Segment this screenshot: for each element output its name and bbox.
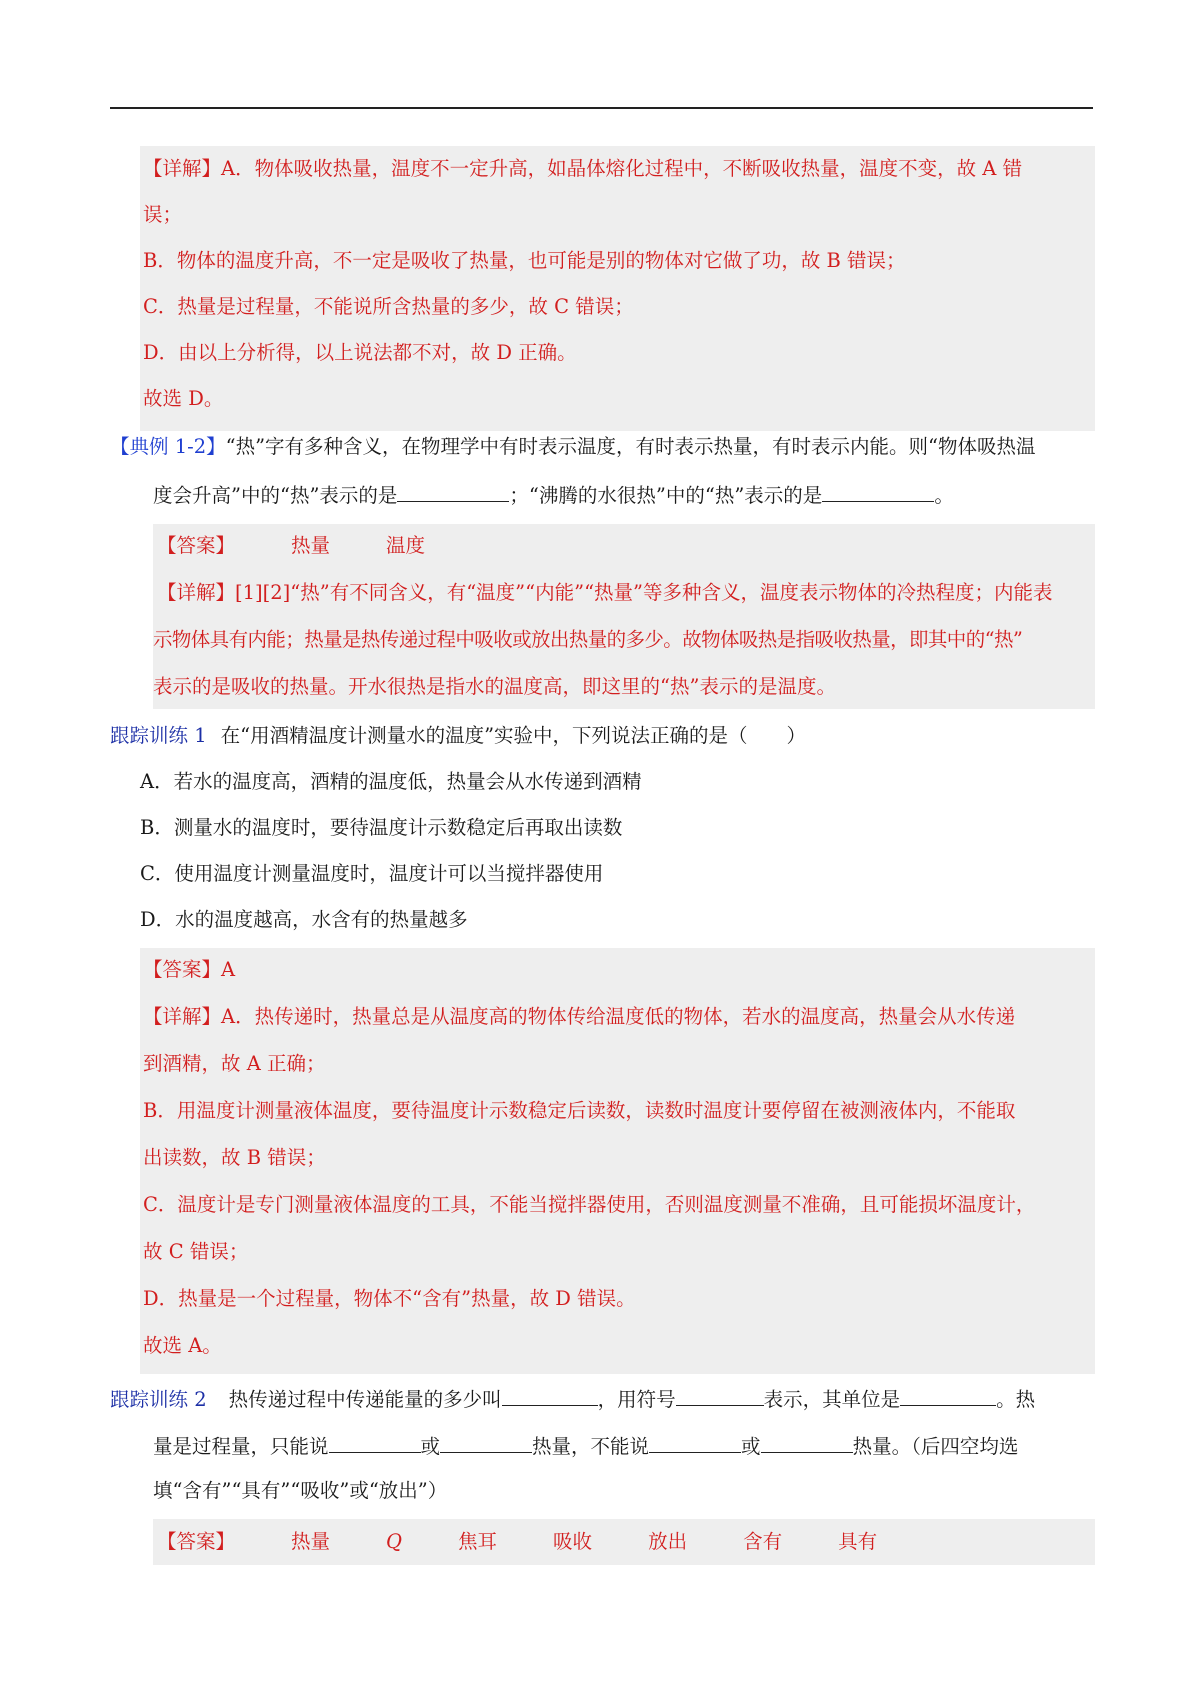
example-question-line2 xyxy=(153,479,954,510)
answer-line xyxy=(157,532,425,560)
answer-value: 含有 xyxy=(743,1530,783,1553)
answer-line xyxy=(157,1528,877,1556)
detail-line: C．温度计是专门测量液体温度的工具，不能当搅拌器使用，否则温度测量不准确，且可能损坏温度计， xyxy=(143,1193,1036,1216)
detail-line: 出读数，故 B 错误； xyxy=(143,1146,326,1169)
drill-text: 。热 xyxy=(996,1388,1036,1411)
drill-tag: 跟踪训练 2 xyxy=(110,1388,207,1411)
blank xyxy=(329,1430,421,1453)
example-question xyxy=(110,433,1036,461)
answer-line xyxy=(143,956,235,984)
answer-value: Q xyxy=(386,1530,403,1553)
drill-text: 或 xyxy=(420,1435,441,1458)
answer-value: 焦耳 xyxy=(458,1530,498,1553)
option-d: D．水的温度越高，水含有的热量越多 xyxy=(140,908,468,931)
blank xyxy=(440,1430,532,1453)
detail-line xyxy=(143,1003,1015,1031)
detail-line: 故选 D。 xyxy=(143,387,224,410)
answer-value: 吸收 xyxy=(553,1530,593,1553)
answer-value: 具有 xyxy=(838,1530,878,1553)
option-c: C．使用温度计测量温度时，温度计可以当搅拌器使用 xyxy=(140,862,604,885)
drill-text: 在“用酒精温度计测量水的温度”实验中，下列说法正确的是（ ） xyxy=(220,724,807,747)
option-a: A．若水的温度高，酒精的温度低，热量会从水传递到酒精 xyxy=(140,770,642,793)
blank xyxy=(502,1383,598,1406)
blank xyxy=(900,1383,996,1406)
detail-line: D．热量是一个过程量，物体不“含有”热量，故 D 错误。 xyxy=(143,1287,636,1310)
detail-tag: 【详解】 xyxy=(143,1005,222,1028)
answer-value: 放出 xyxy=(648,1530,688,1553)
drill-text: 热量。（后四空均选 xyxy=(852,1435,1019,1458)
drill-question xyxy=(110,1383,1035,1414)
drill-question xyxy=(110,722,806,750)
example-tag: 【典例 1-2】 xyxy=(110,435,226,458)
answer-tag: 【答案】 xyxy=(143,958,222,981)
answer-tag: 【答案】 xyxy=(157,1530,236,1553)
detail-line: C．热量是过程量，不能说所含热量的多少，故 C 错误； xyxy=(143,295,634,318)
header-rule xyxy=(110,107,1093,109)
example-text: ；“沸腾的水很热”中的“热”表示的是 xyxy=(509,484,823,507)
detail-line xyxy=(143,155,1022,183)
answer-value: A xyxy=(221,958,236,981)
detail-text: [1][2]“热”有不同含义，有“温度”“内能”“热量”等多种含义，温度表示物体的冷热程度；内能表 xyxy=(235,581,1053,604)
example-text: 度会升高”中的“热”表示的是 xyxy=(153,484,398,507)
detail-line: 故 C 错误； xyxy=(143,1240,249,1263)
blank xyxy=(649,1430,741,1453)
detail-line: B．用温度计测量液体温度，要待温度计示数稳定后读数，读数时温度计要停留在被测液体内，不能取 xyxy=(143,1099,1016,1122)
answer-tag: 【答案】 xyxy=(157,534,236,557)
detail-line: 故选 A。 xyxy=(143,1334,222,1357)
drill-tag: 跟踪训练 1 xyxy=(110,724,207,747)
example-text: “热”字有多种含义，在物理学中有时表示温度，有时表示热量，有时表示内能。则“物体吸热温 xyxy=(225,435,1036,458)
drill-text: 热传递过程中传递能量的多少叫 xyxy=(228,1388,502,1411)
blank xyxy=(822,479,934,502)
detail-line: B．物体的温度升高，不一定是吸收了热量，也可能是别的物体对它做了功，故 B 错误； xyxy=(143,249,906,272)
detail-line xyxy=(157,579,1053,607)
blank xyxy=(761,1430,853,1453)
example-text: 。 xyxy=(934,484,954,507)
detail-line: 误； xyxy=(143,203,183,226)
option-b: B．测量水的温度时，要待温度计示数稳定后再取出读数 xyxy=(140,816,623,839)
blank xyxy=(397,479,509,502)
drill-text: 热量，不能说 xyxy=(532,1435,650,1458)
detail-text: A．物体吸收热量，温度不一定升高，如晶体熔化过程中，不断吸收热量，温度不变，故 A 错 xyxy=(221,157,1023,180)
detail-line: 表示的是吸收的热量。开水很热是指水的温度高，即这里的“热”表示的是温度。 xyxy=(153,675,836,698)
answer-value: 温度 xyxy=(386,534,426,557)
answer-value: 热量 xyxy=(291,534,331,557)
drill-text: ，用符号 xyxy=(597,1388,676,1411)
detail-line: 到酒精，故 A 正确； xyxy=(143,1052,326,1075)
detail-tag: 【详解】 xyxy=(143,157,222,180)
detail-line: D．由以上分析得，以上说法都不对，故 D 正确。 xyxy=(143,341,577,364)
drill-question-line2 xyxy=(153,1430,1018,1461)
detail-tag: 【详解】 xyxy=(157,581,236,604)
explanation-box-1 xyxy=(140,146,1095,431)
blank xyxy=(676,1383,764,1406)
drill-text: 或 xyxy=(741,1435,761,1458)
drill-text: 量是过程量，只能说 xyxy=(153,1435,329,1458)
detail-text: A．热传递时，热量总是从温度高的物体传给温度低的物体，若水的温度高，热量会从水传递 xyxy=(221,1005,1016,1028)
drill-question-line3: 填“含有”“具有”“吸收”或“放出”） xyxy=(153,1479,448,1502)
answer-value: 热量 xyxy=(291,1530,331,1553)
drill-text: 表示，其单位是 xyxy=(763,1388,901,1411)
detail-line: 示物体具有内能；热量是热传递过程中吸收或放出热量的多少。故物体吸热是指吸收热量，即其中的“热” xyxy=(153,628,1023,651)
